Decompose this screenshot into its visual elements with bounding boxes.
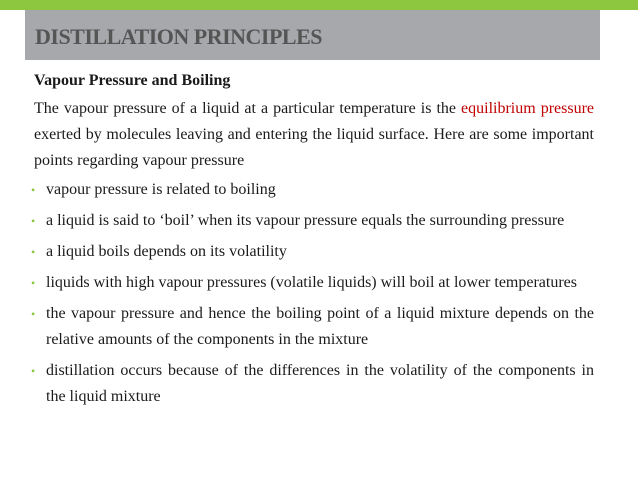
bullet-icon: • — [31, 276, 36, 290]
bullet-item — [31, 358, 594, 410]
bullet-text: the vapour pressure and hence the boiling point of a liquid mixture depends on the relative amounts of the components in the mixture — [46, 305, 594, 348]
bullet-item — [31, 301, 594, 353]
bullet-icon: • — [31, 307, 36, 321]
section-subtitle: Vapour Pressure and Boiling — [34, 72, 231, 89]
bullet-icon: • — [31, 245, 36, 259]
intro-paragraph — [34, 96, 594, 174]
slide-title: DISTILLATION PRINCIPLES — [35, 24, 323, 49]
intro-text-after: exerted by molecules leaving and entering the liquid surface. Here are some important points regarding vapour pressure — [34, 126, 594, 169]
bullet-item — [31, 177, 594, 203]
bullet-item — [31, 239, 594, 265]
highlighted-term: equilibrium pressure — [461, 100, 595, 117]
bullet-text: a liquid is said to ‘boil’ when its vapour pressure equals the surrounding pressure — [46, 212, 565, 229]
bullet-text: distillation occurs because of the differences in the volatility of the components in the liquid mixture — [46, 362, 594, 405]
bullet-item — [31, 270, 594, 296]
bullet-text: vapour pressure is related to boiling — [46, 181, 276, 198]
bullet-icon: • — [31, 214, 36, 228]
slide-content — [31, 68, 595, 415]
title-band — [25, 10, 600, 60]
top-accent-bar — [0, 0, 638, 10]
bullet-list — [31, 177, 594, 410]
bullet-item — [31, 208, 594, 234]
bullet-icon: • — [31, 183, 36, 197]
bullet-text: a liquid boils depends on its volatility — [46, 243, 287, 260]
bullet-text: liquids with high vapour pressures (volatile liquids) will boil at lower temperatures — [46, 274, 578, 291]
intro-text-before: The vapour pressure of a liquid at a particular temperature is the — [34, 100, 462, 117]
bullet-icon: • — [31, 364, 36, 378]
